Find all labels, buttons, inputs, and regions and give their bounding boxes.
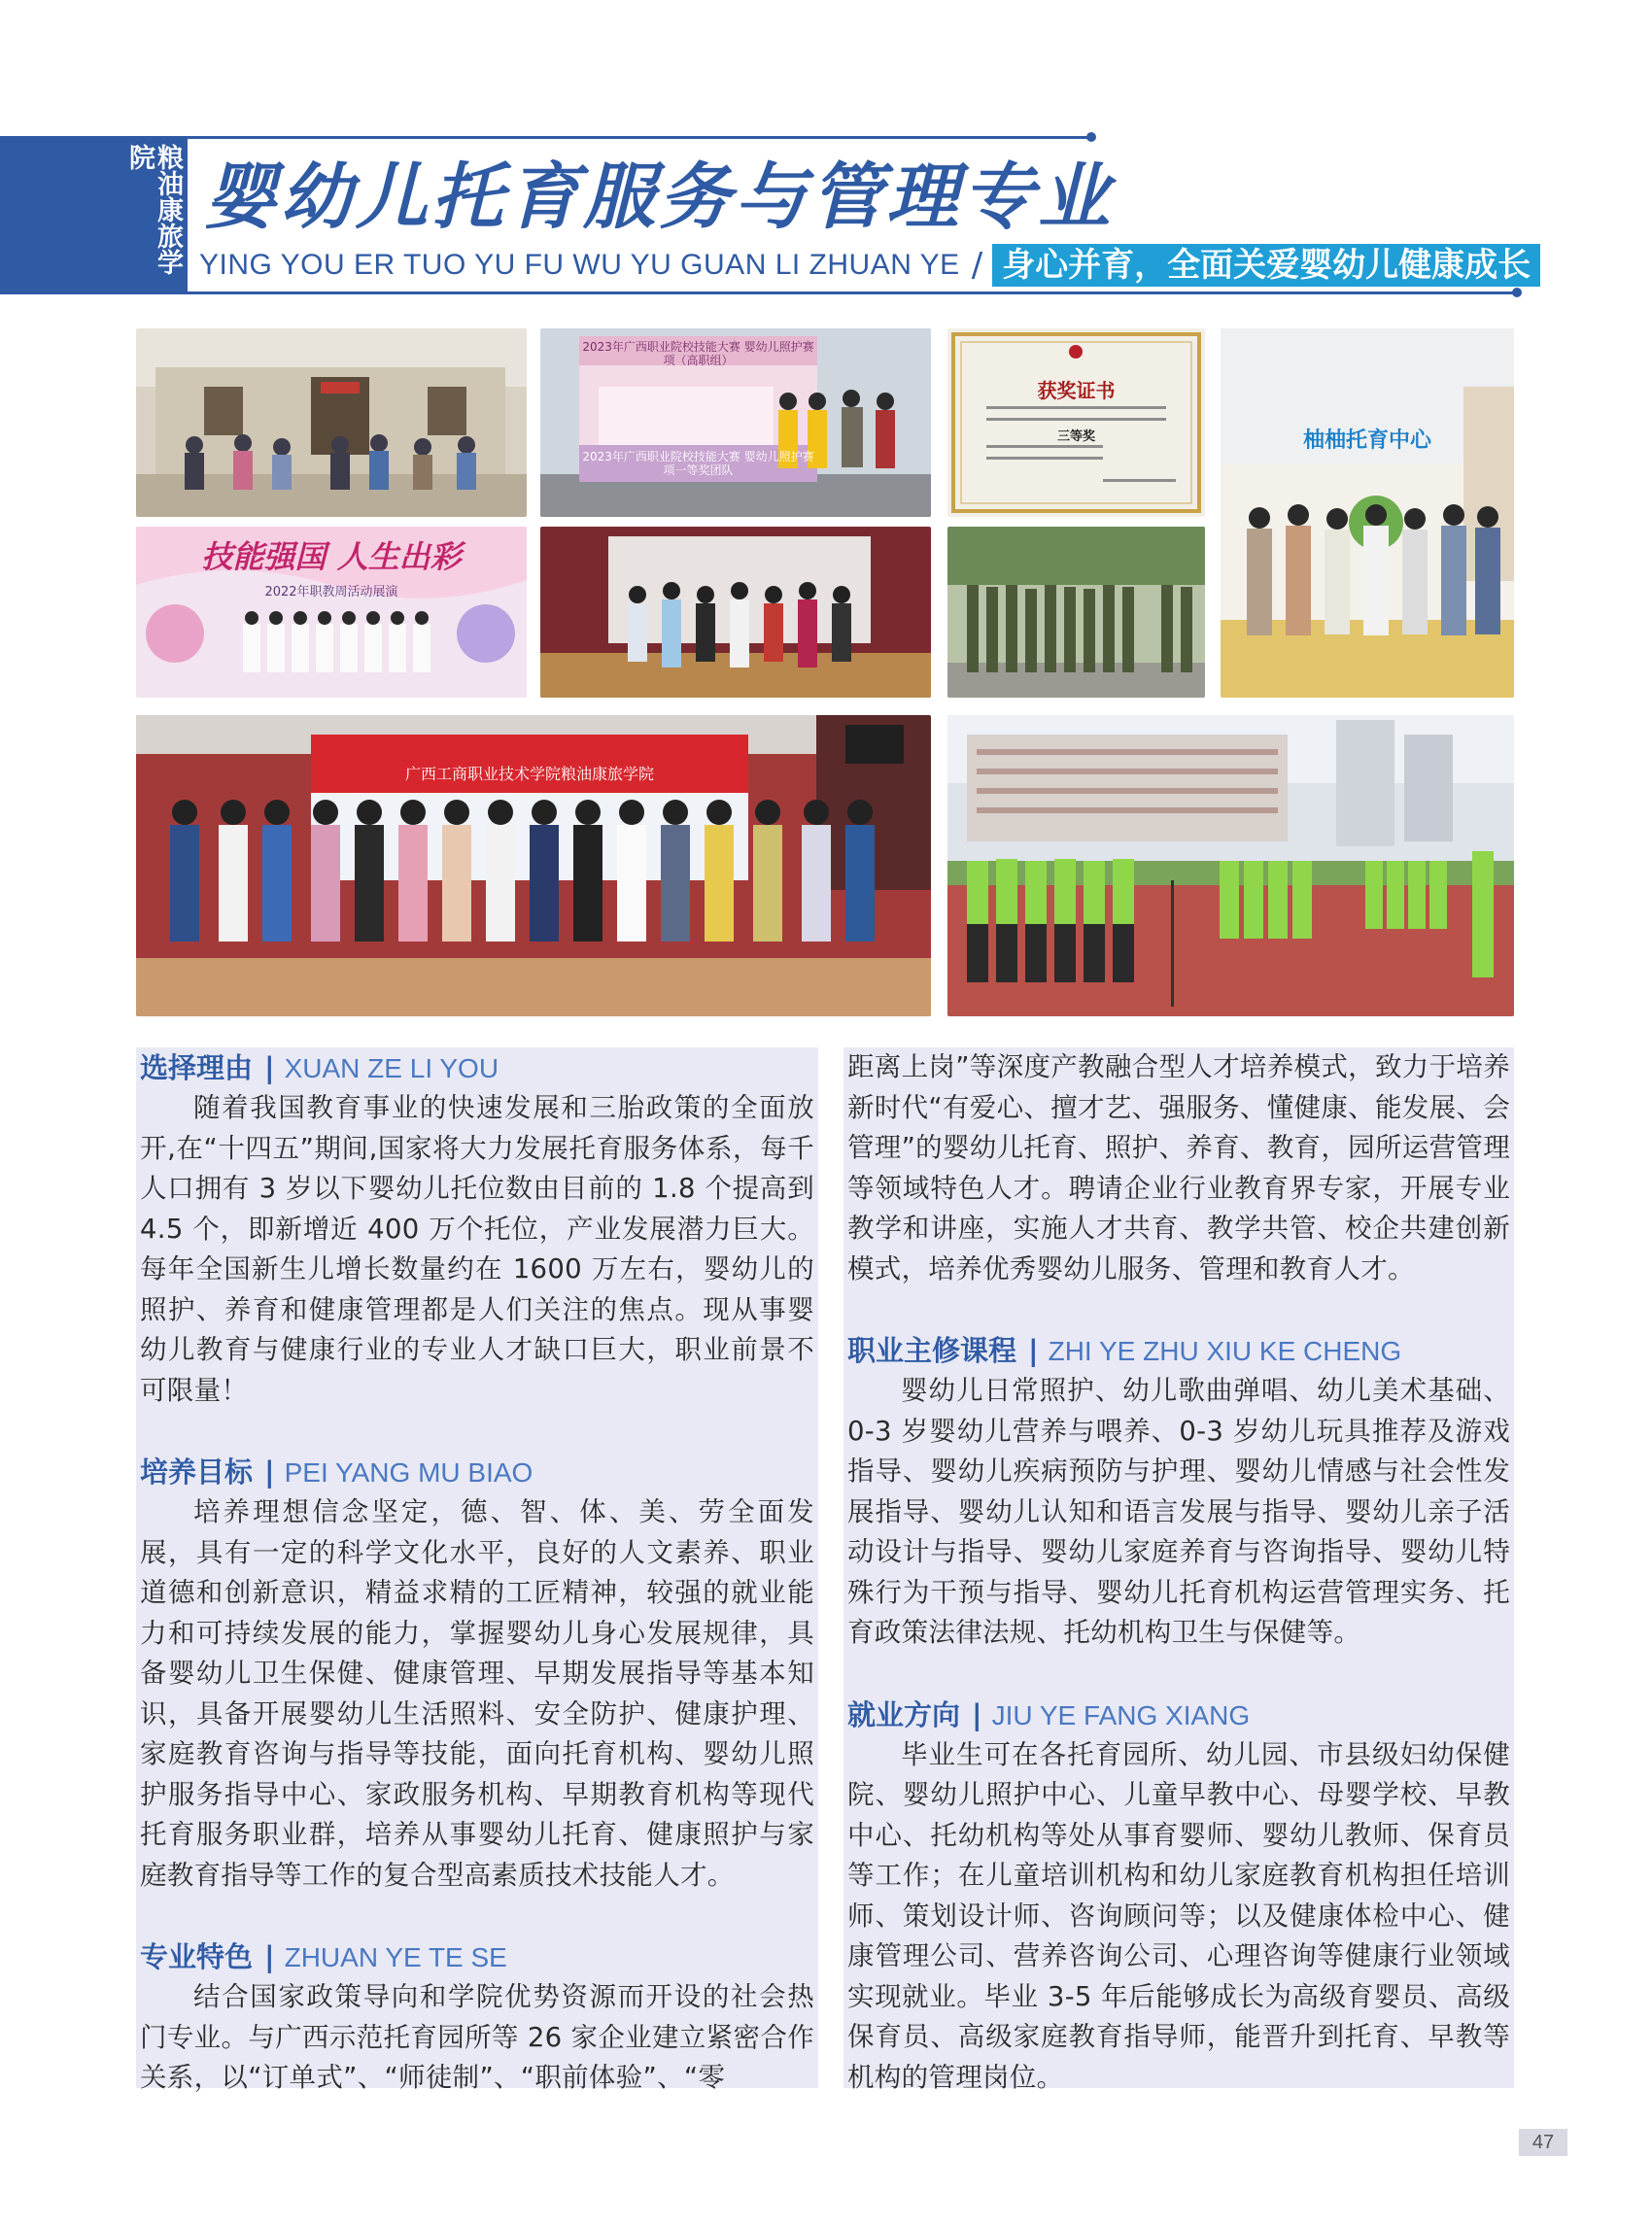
- courses-paragraph: 婴幼儿日常照护、幼儿歌曲弹唱、幼儿美术基础、0-3 岁婴幼儿营养与喂养、0-3 岁幼儿玩具推荐及游戏指导、婴幼儿疾病预防与护理、婴幼儿情感与社会性发展指导、婴幼儿认知和语言发展与指导、婴幼儿亲子活动设计与指导、婴幼儿家庭养育与咨询指导、婴幼儿特殊行为干预与指导、婴幼儿托育机构运营管理实务、托育政策法律法规、托幼机构卫生与保健等。: [847, 1375, 1510, 1648]
- photo-caption: 2023年广西职业院校技能大赛 婴幼儿照护赛项一等奖团队: [582, 450, 814, 477]
- certificate-title: 获奖证书: [1037, 379, 1116, 402]
- header-rule-dot: [1512, 288, 1522, 297]
- feature-paragraph-continued: 距离上岗”等深度产教融合型人才培养模式，致力于培养新时代“有爱心、擅才艺、强服务、懂健康、能发展、会管理”的婴幼儿托育、照护、养育、教育，园所运营管理等领域特色人才。聘请企业行业教育界专家，开展专业教学和讲座，实施人才共育、教学共管、校企共建创新模式，培养优秀婴幼儿服务、管理和教育人才。: [847, 1051, 1510, 1284]
- photo-childcare-center: [1221, 328, 1514, 698]
- heading-cn: 专业特色: [140, 1940, 254, 1973]
- slogan-badge: 身心并育，全面关爱婴幼儿健康成长: [992, 244, 1540, 287]
- photo-stage-group: [540, 527, 931, 698]
- subtitle-slash: /: [971, 246, 983, 285]
- section-heading-courses: [847, 1330, 1510, 1371]
- text-column-left: [136, 1047, 818, 2093]
- performance-title: 技能强国 人生出彩: [201, 538, 462, 575]
- heading-divider: |: [264, 1051, 275, 1084]
- heading-divider: |: [972, 1697, 982, 1731]
- photo-banner-text: 2023年广西职业院校技能大赛 婴幼儿照护赛项（高职组）: [582, 340, 814, 367]
- page-number: 47: [1519, 2129, 1567, 2156]
- hall-banner-text: 广西工商职业技术学院粮油康旅学院: [404, 765, 654, 783]
- performance-subtitle: 2022年职教周活动展演: [264, 585, 398, 599]
- heading-cn: 就业方向: [847, 1697, 961, 1731]
- heading-divider: |: [1028, 1334, 1039, 1367]
- center-sign: 柚柚托育中心: [1302, 428, 1431, 453]
- reason-paragraph: 随着我国教育事业的快速发展和三胎政策的全面放开,在“十四五”期间,国家将大力发展托育服务体系，每千人口拥有 3 岁以下婴幼儿托位数由目前的 1.8 个提高到 4.5 个，即新增近 400 万个托位，产业发展潜力巨大。每年全国新生儿增长数量约在 1600 万左右，婴幼儿的照护、养育和健康管理都是人们关注的焦点。现从事婴幼儿教育与健康行业的专业人才缺口巨大，职业前景不可限量！: [140, 1092, 814, 1406]
- goal-paragraph: 培养理想信念坚定，德、智、体、美、劳全面发展，具有一定的科学文化水平，良好的人文素养、职业道德和创新意识，精益求精的工匠精神，较强的就业能力和可持续发展的能力，掌握婴幼儿身心发展规律，具备婴幼儿卫生保健、健康管理、早期发展指导等基本知识，具备开展婴幼儿生活照料、安全防护、健康护理、家庭教育咨询与指导等技能，面向托育机构、婴幼儿照护服务指导中心、家政服务机构、早期教育机构等现代托育服务职业群，培养从事婴幼儿托育、健康照护与家庭教育指导等工作的复合型高素质技术技能人才。: [140, 1496, 814, 1891]
- heading-pinyin: XUAN ZE LI YOU: [284, 1053, 499, 1083]
- photo-award-certificate: [947, 328, 1205, 517]
- photo-military-training: [947, 527, 1205, 698]
- photo-competition-team: [540, 328, 931, 517]
- section-heading-reason: [140, 1047, 814, 1088]
- subtitle-row: [199, 243, 1540, 288]
- photo-college-group: [136, 715, 931, 1016]
- section-heading-feature: [140, 1936, 814, 1977]
- header-left-rule: [185, 136, 188, 293]
- heading-pinyin: JIU YE FANG XIANG: [991, 1699, 1251, 1730]
- title-pinyin: YING YOU ER TUO YU FU WU YU GUAN LI ZHUAN YE: [199, 249, 960, 281]
- section-heading-goal: [140, 1452, 814, 1492]
- photo-skills-performance: [136, 527, 527, 698]
- page-title: 婴幼儿托育服务与管理专业: [204, 155, 1114, 239]
- heading-pinyin: ZHUAN YE TE SE: [284, 1942, 507, 1972]
- heading-divider: |: [264, 1940, 275, 1973]
- header-top-rule: [185, 136, 1090, 139]
- heading-pinyin: PEI YANG MU BIAO: [284, 1457, 533, 1488]
- feature-paragraph-start: 结合国家政策导向和学院优势资源而开设的社会热门专业。与广西示范托育园所等 26 家企业建立紧密合作关系，以“订单式”、“师徒制”、“职前体验”、“零: [140, 1981, 814, 2093]
- header-bottom-rule: [0, 291, 1516, 294]
- career-paragraph: 毕业生可在各托育园所、幼儿园、市县级妇幼保健院、婴幼儿照护中心、儿童早教中心、母婴学校、早教中心、托幼机构等处从事育婴师、婴幼儿教师、保育员等工作；在儿童培训机构和幼儿家庭教育机构担任培训师、策划设计师、咨询顾问等；以及健康体检中心、健康管理公司、营养咨询公司、心理咨询等健康行业领域实现就业。毕业 3-5 年后能够成长为高级育婴员、高级保育员、高级家庭教育指导师，能晋升到托育、早教等机构的管理岗位。: [847, 1738, 1510, 2093]
- header-rule-dot: [1086, 132, 1096, 142]
- college-label: 粮油康旅学院: [124, 144, 183, 275]
- text-column-right: [843, 1047, 1514, 2093]
- photo-village-visit: [136, 328, 527, 517]
- heading-pinyin: ZHI YE ZHU XIU KE CHENG: [1048, 1336, 1402, 1366]
- section-heading-career: [847, 1695, 1510, 1735]
- heading-cn: 选择理由: [140, 1051, 254, 1084]
- certificate-award: 三等奖: [1056, 429, 1095, 444]
- heading-cn: 培养目标: [140, 1455, 254, 1489]
- heading-cn: 职业主修课程: [847, 1334, 1017, 1367]
- photo-outdoor-choir: [947, 715, 1514, 1016]
- heading-divider: |: [264, 1455, 275, 1489]
